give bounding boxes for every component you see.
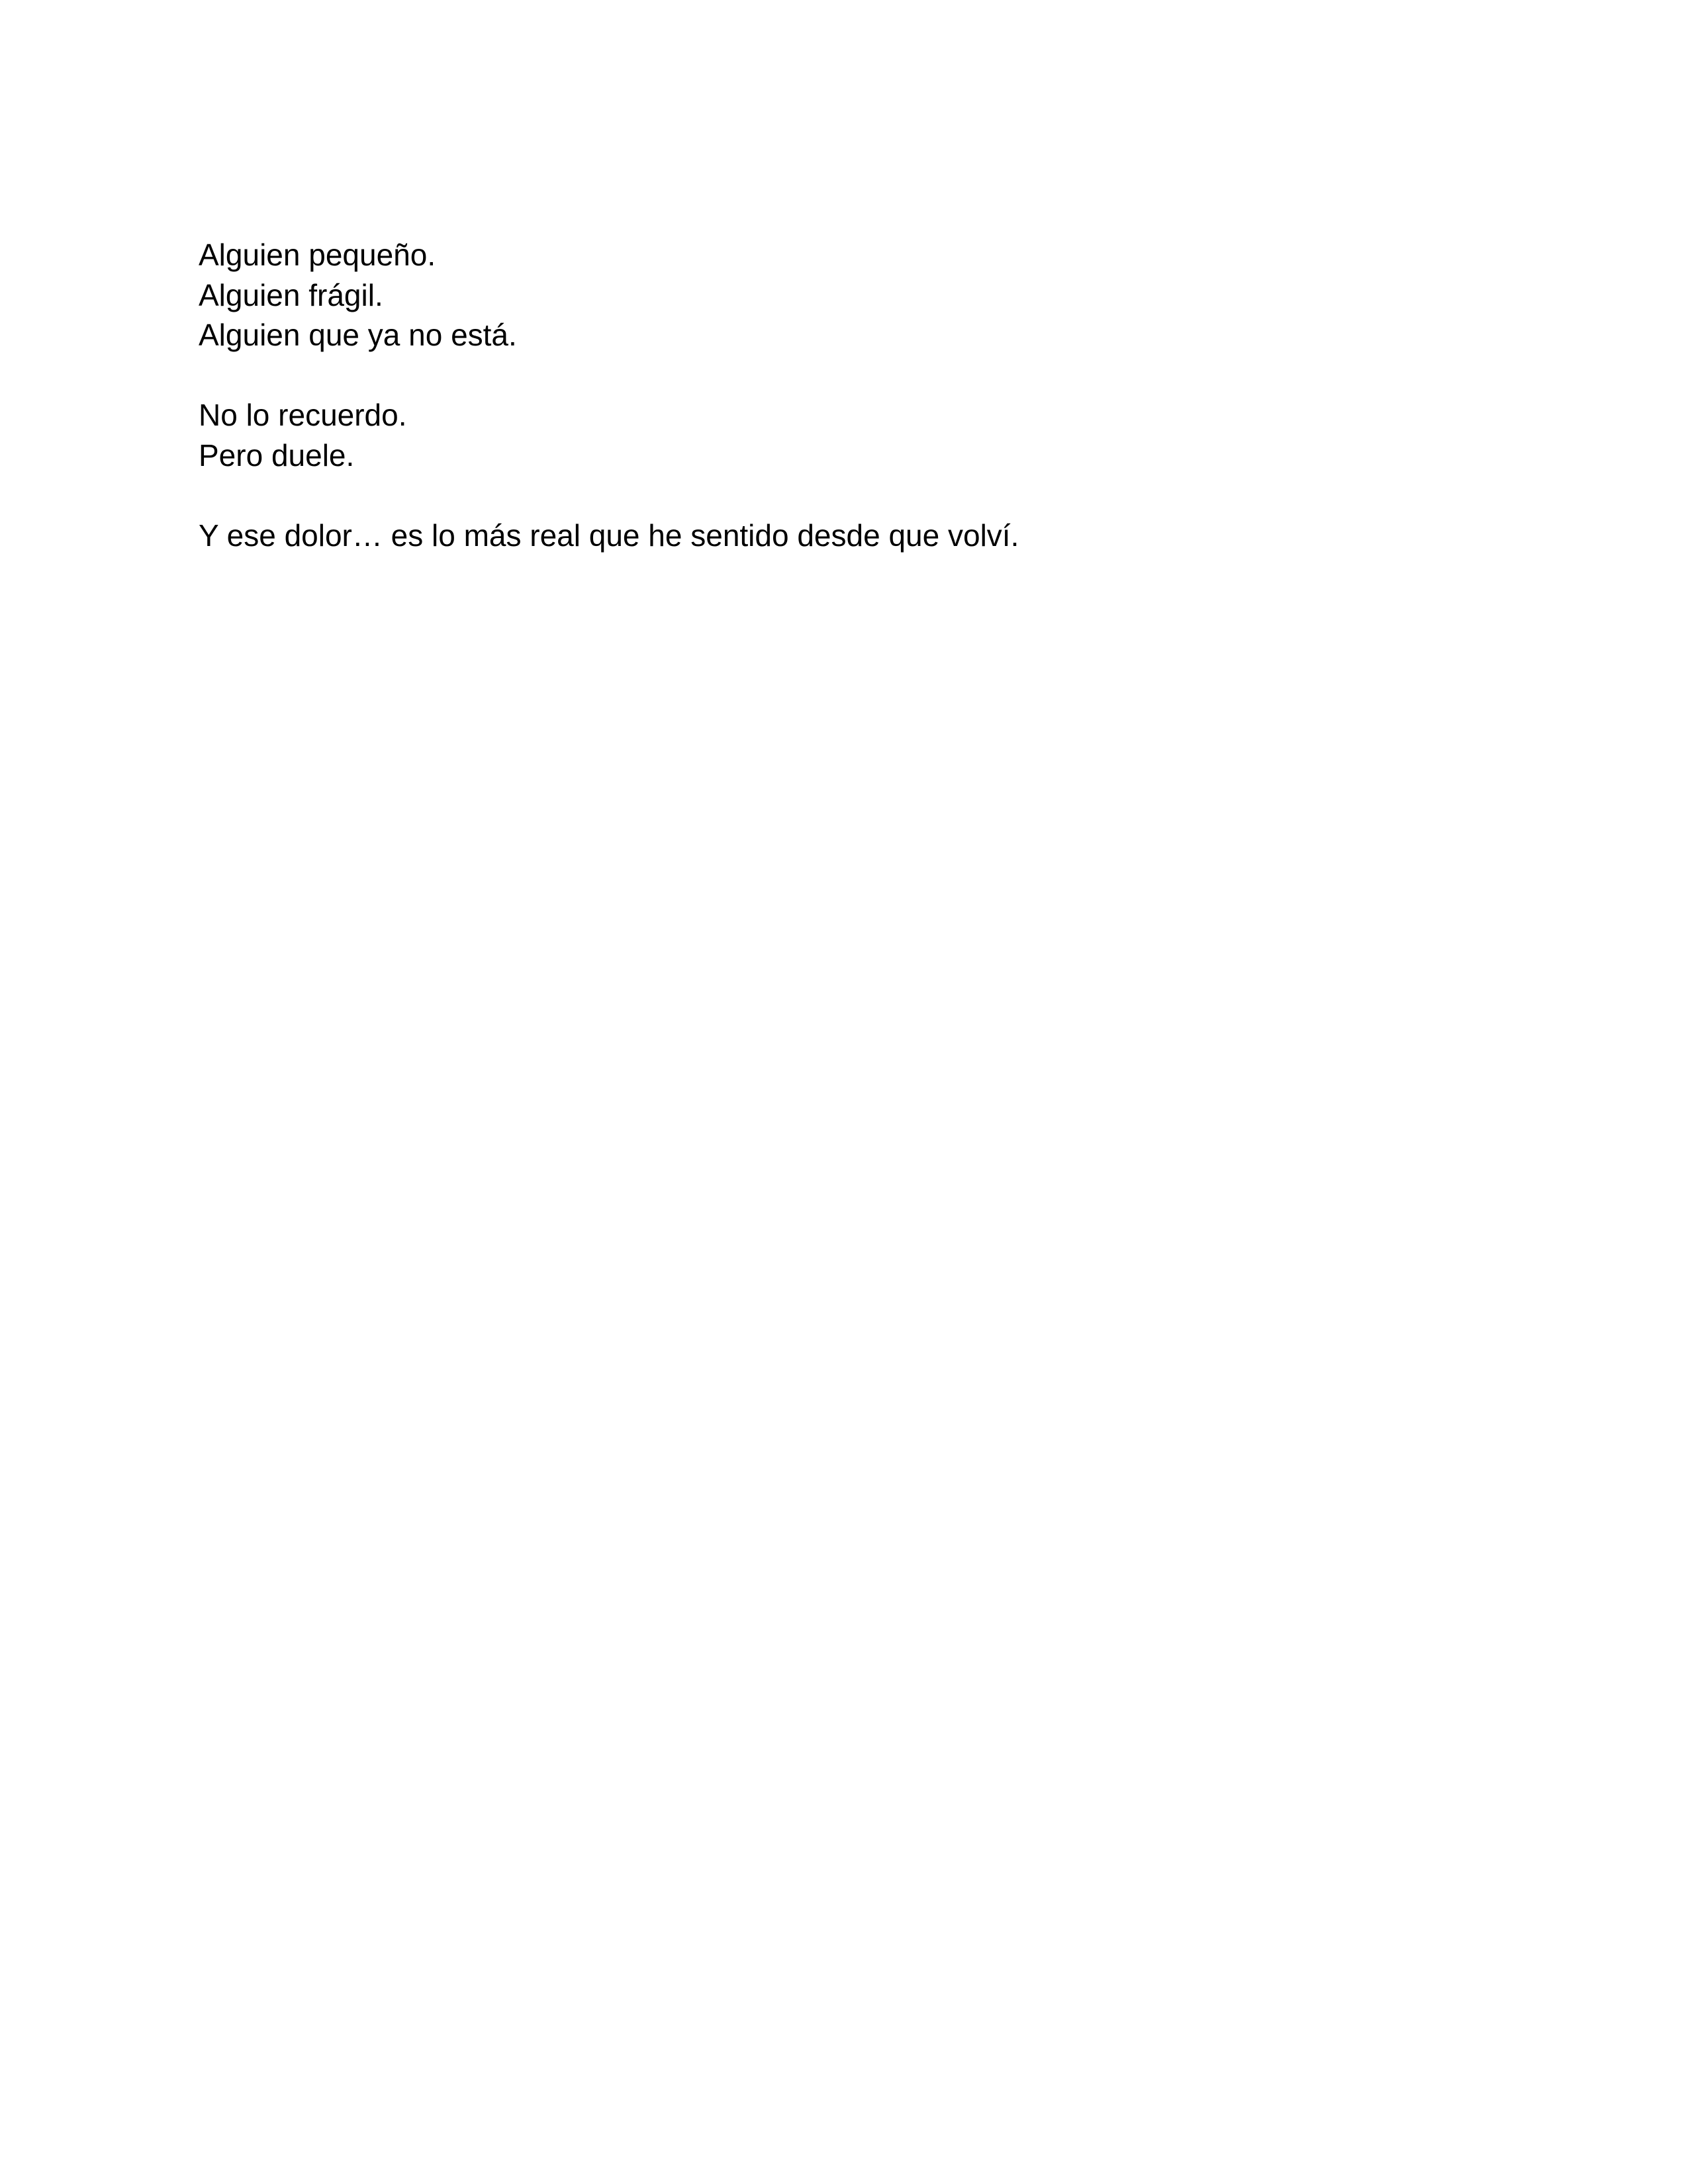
text-line: Alguien pequeño. [199, 238, 436, 272]
text-line: Y ese dolor… es lo más real que he sentido desde que volví. [199, 518, 1019, 553]
text-line: Alguien que ya no está. [199, 318, 517, 352]
text-line: Alguien frágil. [199, 277, 383, 312]
text-line: No lo recuerdo. [199, 398, 407, 432]
paragraph-gap [199, 355, 1489, 396]
paragraph-gap [199, 475, 1489, 516]
text-line: Pero duele. [199, 437, 355, 473]
body-text [199, 235, 1489, 555]
